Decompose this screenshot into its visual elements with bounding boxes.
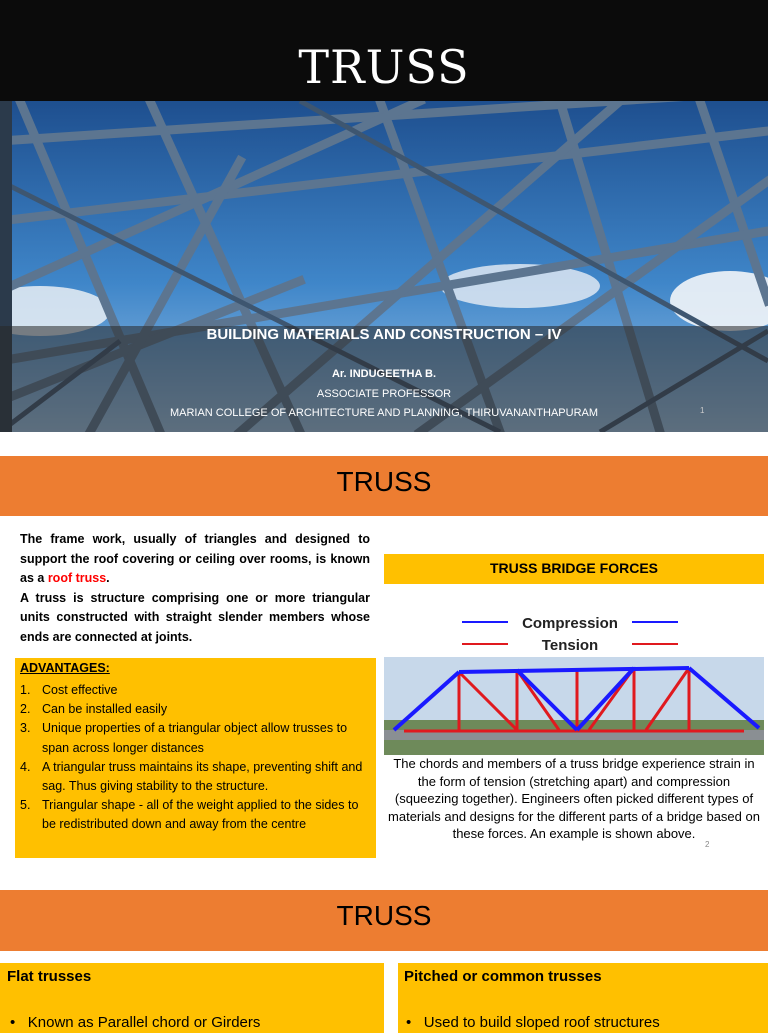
list-item: • Used to build sloped roof structures (406, 1014, 660, 1031)
slide-title: TRUSS (298, 40, 470, 94)
slide-title: TRUSS (336, 466, 432, 497)
definition-period: . (106, 571, 110, 585)
college-name: MARIAN COLLEGE OF ARCHITECTURE AND PLANNING, THIRUVANANTHAPURAM (169, 407, 599, 419)
pitched-trusses-heading: Pitched or common trusses (404, 968, 602, 985)
definition-text-2: A truss is structure comprising one or more triangular units constructed with straight slender members whose ends are connected at joints. (20, 590, 370, 644)
course-title: BUILDING MATERIALS AND CONSTRUCTION – IV (206, 326, 562, 343)
page-number: 2 (705, 840, 710, 849)
bridge-forces-heading: TRUSS BRIDGE FORCES (489, 560, 658, 576)
flat-trusses-heading: Flat trusses (7, 968, 92, 985)
list-item: 4. A triangular truss maintains its shape, preventing shift and sag. Thus giving stability to the structure. (20, 759, 363, 794)
tension-label: Tension (541, 637, 599, 654)
author-role: ASSOCIATE PROFESSOR (316, 388, 452, 400)
roof-truss-highlight: roof truss (47, 571, 107, 585)
title-slide (0, 0, 768, 432)
slide-title: TRUSS (336, 900, 432, 931)
list-item: • Known as Parallel chord or Girders (10, 1014, 261, 1031)
compression-label: Compression (522, 615, 618, 632)
figure-caption: The chords and members of a truss bridge experience strain in the form of tension (stretching apart) and compression (squeezing together). Engineers often picked different types of materials and designs for the different parts of a bridge based on these forces. An example is shown above. (388, 756, 760, 841)
advantages-list (20, 681, 372, 835)
definition-slide (0, 432, 768, 864)
list-item: 3. Unique properties of a triangular object allow trusses to span across longer distances (20, 721, 348, 755)
truss-types-slide (0, 864, 768, 1031)
author-name: Ar. INDUGEETHA B. (331, 368, 437, 380)
list-item: 2. Can be installed easily (20, 702, 168, 717)
list-item: 5. Triangular shape - all of the weight applied to the sides to be redistributed down and away from the centre (20, 798, 359, 832)
definition-text: The frame work, usually of triangles and designed to support the roof covering or ceiling over rooms, is known as a (20, 532, 370, 585)
page-number: 1 (700, 406, 705, 415)
advantages-heading: ADVANTAGES: (20, 661, 110, 675)
truss-definition (20, 530, 370, 647)
list-item: 1. Cost effective (20, 683, 118, 697)
